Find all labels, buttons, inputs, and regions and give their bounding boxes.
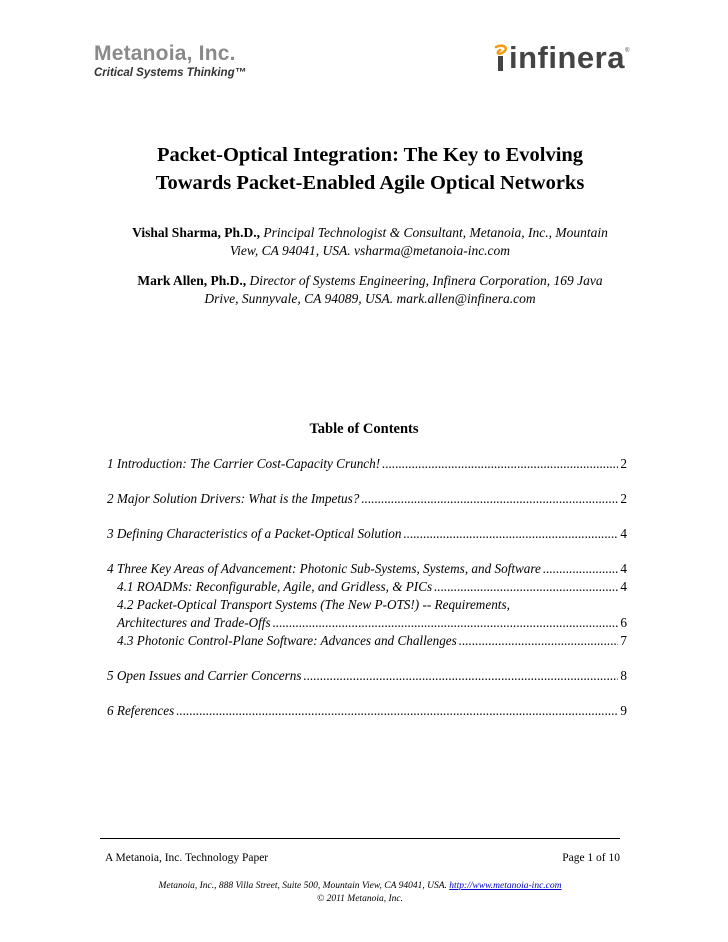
toc-leader-dots (304, 667, 619, 685)
company-name: Metanoia, Inc. (94, 42, 236, 65)
toc-leader-dots (273, 614, 619, 632)
author-affiliation: Director of Systems Engineering, Infinera Corporation, 169 Java (249, 273, 603, 288)
toc-page-number: 4 (620, 579, 627, 594)
toc-page-number: 4 (620, 526, 627, 541)
toc-entry-label: 2 Major Solution Drivers: What is the Impetus? (107, 491, 360, 506)
toc-entry-label: 4 Three Key Areas of Advancement: Photonic Sub-Systems, Systems, and Software (107, 561, 541, 576)
company-tagline: Critical Systems Thinking™ (94, 67, 247, 79)
toc-leader-dots (361, 490, 618, 508)
toc-entry-label: 3 Defining Characteristics of a Packet-Optical Solution (107, 526, 402, 541)
author-affiliation-cont: View, CA 94041, USA. vsharma@metanoia-inc.com (229, 243, 511, 258)
toc-entry-2[interactable] (107, 490, 627, 508)
footer-divider (100, 838, 620, 839)
author-block-2 (100, 272, 640, 308)
registered-mark: ® (624, 48, 630, 54)
toc-entry-label: 1 Introduction: The Carrier Cost-Capacity Crunch! (107, 456, 381, 471)
toc-entry-6[interactable] (107, 702, 627, 720)
toc-leader-dots (382, 455, 618, 473)
toc-entry-label: 4.1 ROADMs: Reconfigurable, Agile, and Gridless, & PICs (117, 579, 433, 594)
toc-entry-4-2-cont[interactable] (107, 614, 627, 632)
footer-paper-type: A Metanoia, Inc. Technology Paper (105, 852, 269, 864)
toc-page-number: 6 (620, 615, 627, 630)
toc-entry-4-1[interactable] (107, 578, 627, 596)
footer-website-link[interactable]: http://www.metanoia-inc.com (449, 881, 562, 891)
title-line-1: Packet-Optical Integration: The Key to Evolving (156, 144, 584, 166)
footer-address-block (100, 880, 620, 906)
toc-leader-dots (434, 578, 618, 596)
footer-page-number: Page 1 of 10 (562, 852, 620, 864)
toc-leader-dots (459, 632, 619, 650)
toc-entry-3[interactable] (107, 525, 627, 543)
table-of-contents (107, 455, 627, 720)
toc-entry-4-2[interactable] (107, 596, 627, 614)
toc-page-number: 7 (620, 633, 627, 648)
infinera-wordmark: infinera (509, 40, 625, 75)
author-name: Mark Allen, Ph.D., (137, 273, 247, 288)
author-block-1 (100, 224, 640, 260)
toc-entry-label: 5 Open Issues and Carrier Concerns (107, 668, 302, 683)
toc-entry-4-3[interactable] (107, 632, 627, 650)
toc-entry-4[interactable] (107, 560, 627, 578)
toc-entry-label: 4.2 Packet-Optical Transport Systems (The New P-OTS!) -- Requirements, (117, 597, 510, 612)
infinera-logo (490, 38, 629, 78)
footer-copyright: © 2011 Metanoia, Inc. (317, 894, 403, 904)
toc-entry-label: 6 References (107, 703, 175, 718)
toc-leader-dots (176, 702, 618, 720)
toc-entry-1[interactable] (107, 455, 627, 473)
toc-entry-5[interactable] (107, 667, 627, 685)
author-affiliation-cont: Drive, Sunnyvale, CA 94089, USA. mark.allen@infinera.com (204, 291, 536, 306)
document-title (110, 141, 630, 197)
toc-page-number: 2 (620, 491, 627, 506)
toc-page-number: 4 (620, 561, 627, 576)
toc-leader-dots (543, 560, 619, 578)
toc-entry-label-cont: Architectures and Trade-Offs (117, 615, 271, 630)
toc-page-number: 9 (620, 703, 627, 718)
toc-leader-dots (403, 525, 618, 543)
toc-page-number: 2 (620, 456, 627, 471)
toc-page-number: 8 (620, 668, 627, 683)
title-line-2: Towards Packet-Enabled Agile Optical Networks (155, 172, 585, 194)
toc-entry-label: 4.3 Photonic Control-Plane Software: Advances and Challenges (117, 633, 457, 648)
toc-heading: Table of Contents (309, 421, 419, 437)
author-affiliation: Principal Technologist & Consultant, Metanoia, Inc., Mountain (263, 225, 608, 240)
metanoia-logo (94, 42, 246, 80)
footer-address: Metanoia, Inc., 888 Villa Street, Suite 500, Mountain View, CA 94041, USA. (158, 881, 447, 891)
author-name: Vishal Sharma, Ph.D., (132, 225, 260, 240)
